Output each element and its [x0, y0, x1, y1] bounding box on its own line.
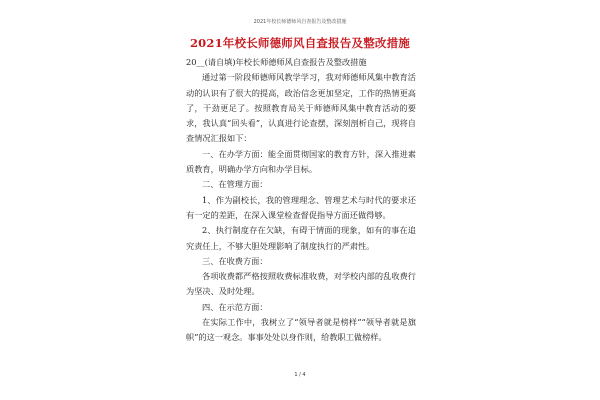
- document-title: 2021年校长师德师风自查报告及整改措施: [189, 36, 410, 50]
- section-heading-management: 二、在管理方面：: [202, 179, 268, 190]
- section-heading-fees: 三、在收费方面：: [202, 255, 268, 266]
- paragraph-example: 在实际工作中，我树立了“领导者就是榜样”“领导者就是旗帜”的这一观念。事事处处以身作则，给教职工做榜样。: [186, 317, 416, 343]
- document-body: [186, 55, 416, 346]
- paragraph-management-1: 1、作为副校长，我的管理理念、管理艺术与时代的要求还有一定的差距，在深入课堂检查督促指导方面还做得够。: [186, 194, 416, 220]
- section-heading-example: 四、在示范方面：: [202, 301, 268, 312]
- paragraph-management-2: 2、执行制度存在欠缺，有碍于情面的现象，如有的事在追究责任上，不够大胆处理影响了制度执行的严肃性。: [186, 225, 416, 251]
- paragraph-subtitle: 20__(请自填)年校长师德师风自查报告及整改措施: [186, 57, 367, 67]
- page-number: 1 / 4: [294, 372, 306, 378]
- paragraph-section-1: 一、在办学方面：能全面贯彻国家的教育方针，深入推进素质教育，明确办学方向和办学目标。: [186, 148, 416, 175]
- paragraph-fees: 各项收费都严格按照收费标准收费，对学校内部的乱收费行为坚决、及时处理。: [186, 271, 416, 297]
- paragraph-intro: 通过第一阶段师德师风教学学习，我对师德师风集中教育活动的认识有了很大的提高，政治信念更加坚定，工作的热情更高了，干劲更足了。按照教育局关于师德师风集中教育活动的要求，我认真“回头看”，认真进行论查摆，深刻剖析自己，现将自查情况汇报如下：: [186, 72, 416, 144]
- running-header: 2021年校长师德师风自查报告及整改措施: [253, 19, 347, 25]
